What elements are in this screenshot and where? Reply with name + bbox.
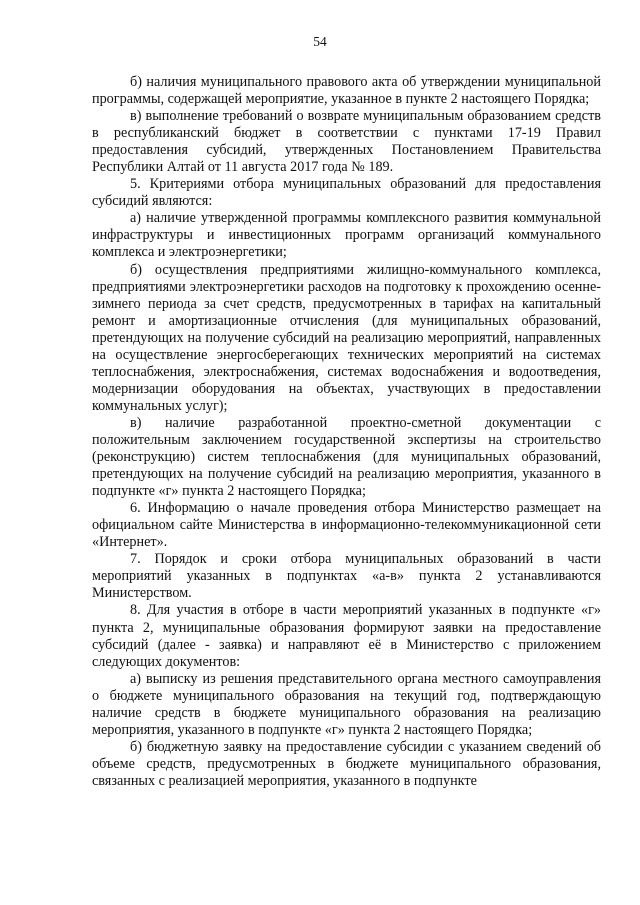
paragraph-8b: б) бюджетную заявку на предоставление субсидии с указанием сведений об объеме средств, предусмотренных в бюджете муниципального образования, связанных с реализацией мероприятия, указанного в подпункте: [92, 738, 601, 789]
paragraph-6: 6. Информацию о начале проведения отбора Министерство размещает на официальном сайте Министерства в информационно-телекоммуникационной сети «Интернет».: [92, 500, 601, 551]
page-number: 54: [313, 34, 327, 49]
paragraph-5a: а) наличие утвержденной программы комплексного развития коммунальной инфраструктуры и инвестиционных программ организаций коммунального комплекса и электроэнергетики;: [92, 210, 601, 261]
paragraph-5v: в) наличие разработанной проектно-сметной документации с положительным заключением государственной экспертизы на строительство (реконструкцию) систем теплоснабжения (для муниципальных образований, претендующих на получение субсидий на реализацию мероприятия, указанного в подпункте «г» пункта 2 настоящего Порядка;: [92, 414, 601, 500]
paragraph-8: 8. Для участия в отборе в части мероприятий указанных в подпункте «г» пункта 2, муниципальные образования формируют заявки на предоставление субсидий (далее - заявка) и направляют её в Министерство с приложением следующих документов:: [92, 602, 601, 670]
paragraph-4b: б) наличия муниципального правового акта об утверждении муниципальной программы, содержащей мероприятие, указанное в пункте 2 настоящего Порядка;: [92, 74, 601, 108]
paragraph-4v: в) выполнение требований о возврате муниципальным образованием средств в республиканский бюджет в соответствии с пунктами 17-19 Правил предоставления субсидий, утвержденных Постановлением Правительства Республики Алтай от 11 августа 2017 года № 189.: [92, 108, 601, 176]
paragraph-5: 5. Критериями отбора муниципальных образований для предоставления субсидий являются:: [92, 176, 601, 210]
paragraph-5b: б) осуществления предприятиями жилищно-коммунального комплекса, предприятиями электроэнергетики расходов на подготовку к прохождению осенне-зимнего периода за счет средств, предусмотренных в тарифах на капитальный ремонт и амортизационные отчисления (для муниципальных образований, претендующих на получение субсидий на реализацию мероприятий, направленных на осуществление энергосберегающих технических мероприятий на системах теплоснабжения, электроснабжения, системах водоснабжения и водоотведения, модернизации оборудования на объектах, участвующих в предоставлении коммунальных услуг);: [92, 261, 601, 414]
paragraph-7: 7. Порядок и сроки отбора муниципальных образований в части мероприятий указанных в подпунктах «а-в» пункта 2 устанавливаются Министерством.: [92, 551, 601, 602]
document-body: [92, 74, 601, 790]
paragraph-8a: а) выписку из решения представительного органа местного самоуправления о бюджете муниципального образования на текущий год, подтверждающую наличие средств в бюджете муниципального образования на реализацию мероприятия, указанного в подпункте «г» пункта 2 настоящего Порядка;: [92, 670, 601, 738]
